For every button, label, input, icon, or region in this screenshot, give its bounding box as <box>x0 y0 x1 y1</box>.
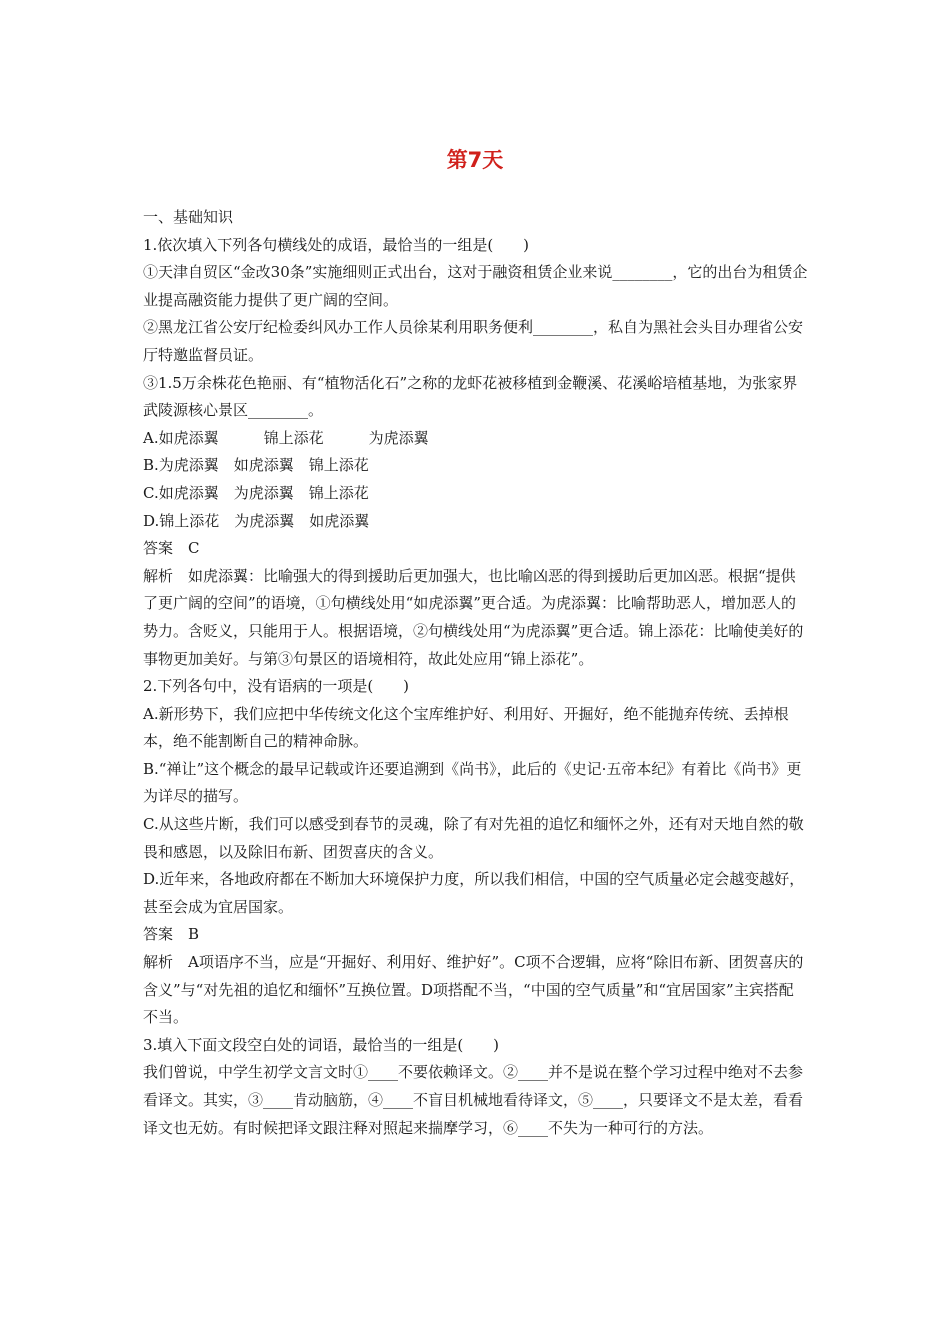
question-2-option-c: C.从这些片断，我们可以感受到春节的灵魂，除了有对先祖的追忆和缅怀之外，还有对天地自然的敬畏和感恩，以及除旧布新、团贺喜庆的含义。 <box>143 815 804 861</box>
question-2-option-a: A.新形势下，我们应把中华传统文化这个宝库维护好、利用好、开掘好，绝不能抛弃传统、丢掉根本，绝不能割断自己的精神命脉。 <box>143 704 789 751</box>
question-1-sentence-1: ①天津自贸区“金改30条”实施细则正式出台，这对于融资租赁企业来说________，它的出台为租赁企业提高融资能力提供了更广阔的空间。 <box>143 263 808 309</box>
section-heading: 一、基础知识 <box>143 208 234 226</box>
question-2-option-b: B.“禅让”这个概念的最早记载或许还要追溯到《尚书》，此后的《史记·五帝本纪》有着比《尚书》更为详尽的描写。 <box>143 759 802 806</box>
question-3-stem: 3.填入下面文段空白处的词语，最恰当的一组是( ) <box>143 1035 500 1054</box>
question-1-sentence-3: ③1.5万余株花色艳丽、有“植物活化石”之称的龙虾花被移植到金鞭溪、花溪峪培植基地，为张家界武陵源核心景区________。 <box>143 373 798 420</box>
question-2-stem: 2.下列各句中，没有语病的一项是( ) <box>143 677 410 696</box>
question-1-option-c: C.如虎添翼 为虎添翼 锦上添花 <box>143 483 369 502</box>
page-title: 第7天 <box>446 148 504 172</box>
question-1-answer: 答案 C <box>143 539 200 558</box>
question-1-analysis: 解析 如虎添翼：比喻强大的得到援助后更加强大，也比喻凶恶的得到援助后更加凶恶。根据“提供了更广阔的空间”的语境，①句横线处用“如虎添翼”更合适。为虎添翼：比喻帮助恶人，增加恶人的势力。含贬义，只能用于人。根据语境，②句横线处用“为虎添翼”更合适。锦上添花：比喻使美好的事物更加美好。与第③句景区的语境相符，故此处应用“锦上添花”。 <box>143 566 804 668</box>
question-1-option-d: D.锦上添花 为虎添翼 如虎添翼 <box>143 511 370 530</box>
question-3-passage: 我们曾说，中学生初学文言文时①____不要依赖译文。②____并不是说在整个学习过程中绝对不去参看译文。其实，③____肯动脑筋，④____不盲目机械地看待译文，⑤____，只要译文不是太差，看看译文也无妨。有时候把译文跟注释对照起来揣摩学习，⑥____不失为一种可行的方法。 <box>143 1063 804 1137</box>
question-2-answer: 答案 B <box>143 925 200 944</box>
question-1-sentence-2: ②黑龙江省公安厅纪检委纠风办工作人员徐某利用职务便利________，私自为黑社会头目办理省公安厅特邀监督员证。 <box>143 318 804 364</box>
question-2-option-d: D.近年来，各地政府都在不断加大环境保护力度，所以我们相信，中国的空气质量必定会越变越好，甚至会成为宜居国家。 <box>143 870 805 916</box>
document-body <box>143 204 808 1142</box>
question-1-stem: 1.依次填入下列各句横线处的成语，最恰当的一组是( ) <box>143 235 530 254</box>
question-1-option-b: B.为虎添翼 如虎添翼 锦上添花 <box>143 456 369 475</box>
question-1-option-a: A.如虎添翼 锦上添花 为虎添翼 <box>143 428 429 447</box>
question-2-analysis: 解析 A项语序不当，应是“开掘好、利用好、维护好”。C项不合逻辑，应将“除旧布新、团贺喜庆的含义”与“对先祖的追忆和缅怀”互换位置。D项搭配不当，“中国的空气质量”和“宜居国家”主宾搭配不当。 <box>143 953 804 1027</box>
